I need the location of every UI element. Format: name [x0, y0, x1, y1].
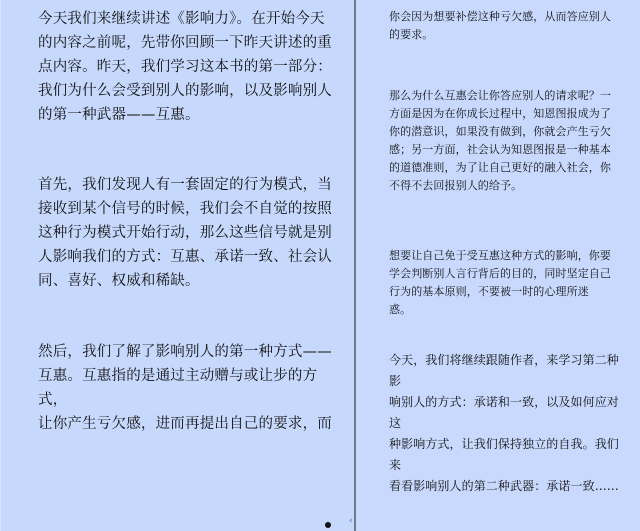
left-page-text	[38, 7, 338, 436]
left-paragraph-2: 首先，我们发现人有一套固定的行为模式，当 接收到某个信号的时候，我们会不自觉的按照 这种行为模式开始行动，那么这些信号就是别 人影响我们的方式：互惠、承诺一致、社会认 同、喜好、权威和稀缺。	[38, 177, 332, 289]
right-paragraph-1: 你会因为想要补偿这种亏欠感，从而答应别人 的要求。	[389, 10, 611, 41]
right-paragraph-4: 今天，我们将继续跟随作者，来学习第二种影 响别人的方式：承诺和一致，以及如何应对这 种影响方式，让我们保持独立的自我。我们来 看看影响别人的第二种武器：承诺一致……	[389, 353, 619, 493]
right-paragraph-2: 那么为什么互惠会让你答应别人的请求呢？一 方面是因为在你成长过程中，知恩图报成为了 你的潜意识，如果没有做到，你就会产生亏欠 感；另一方面，社会认为知恩图报是一种基本 的道德准则，为了让自己更好的融入社会，你 不得不去回报别人的给予。	[389, 89, 611, 192]
left-paragraph-1: 今天我们来继续讲述《影响力》。在开始今天 的内容之前呢，先带你回顾一下昨天讲述的重 点内容。昨天，我们学习这本书的第一部分： 我们为什么会受到别人的影响，以及影响别人 的第一种武器——互惠。	[38, 11, 332, 123]
chevron-left-icon[interactable]: ‹	[349, 516, 353, 526]
right-paragraph-3: 想要让自己免于受互惠这种方式的影响，你要 学会判断别人言行背后的目的，同时坚定自己 行为的基本原则，不要被一时的心理所迷 惑。	[389, 249, 611, 316]
page-indicator-dot	[325, 522, 331, 528]
right-page[interactable]	[356, 0, 640, 531]
left-paragraph-3: 然后，我们了解了影响别人的第一种方式—— 互惠。互惠指的是通过主动赠与或让步的方式， 让你产生亏欠感，进而再提出自己的要求，而	[38, 344, 332, 432]
right-page-text	[389, 8, 629, 497]
